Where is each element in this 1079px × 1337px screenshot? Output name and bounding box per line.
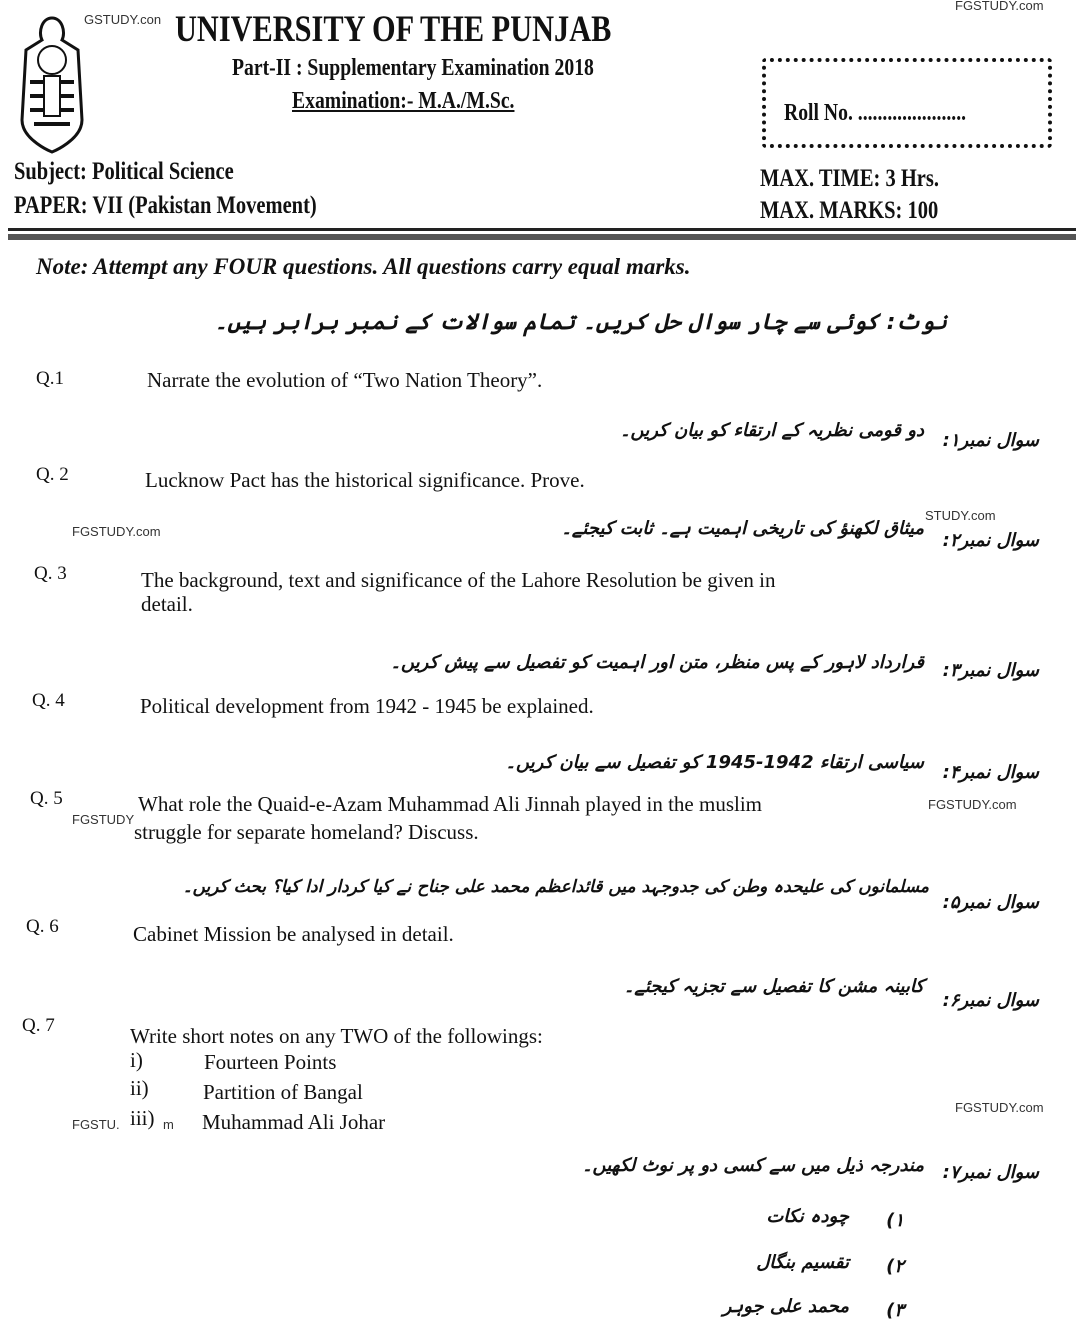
subject: Subject: Political Science — [14, 158, 234, 185]
paper: PAPER: VII (Pakistan Movement) — [14, 192, 317, 219]
urdu-question-label: سوال نمبر۶: — [942, 990, 1039, 1011]
university-title: UNIVERSITY OF THE PUNJAB — [175, 9, 612, 50]
note-english: Note: Attempt any FOUR questions. All questions carry equal marks. — [36, 254, 691, 279]
divider — [8, 234, 1076, 240]
max-marks: MAX. MARKS: 100 — [760, 197, 939, 224]
urdu-sub-item-number: ۳) — [886, 1300, 904, 1321]
sub-item-text: Fourteen Points — [204, 1050, 337, 1074]
urdu-question-text: کابینہ مشن کا تفصیل سے تجزیہ کیجئے۔ — [623, 976, 924, 997]
urdu-question-label: سوال نمبر۱: — [942, 430, 1039, 451]
urdu-question-text: دو قومی نظریہ کے ارتقاء کو بیان کریں۔ — [619, 420, 924, 441]
question-number: Q. 4 — [32, 690, 65, 711]
urdu-sub-item-text: محمد علی جوہر — [722, 1296, 849, 1317]
urdu-sub-item-text: تقسیم بنگال — [756, 1252, 849, 1273]
watermark: FGSTU. — [72, 1117, 120, 1132]
urdu-question-text: مسلمانوں کی علیحدہ وطن کی جدوجہد میں قائداعظم محمد علی جناح نے کیا کردار ادا کیا؟ بحث کریں۔ — [182, 877, 929, 897]
question-number: Q.1 — [36, 368, 64, 389]
question-text: The background, text and significance of the Lahore Resolution be given in — [141, 568, 776, 592]
urdu-sub-item-number: ۲) — [886, 1256, 904, 1277]
divider — [8, 228, 1076, 231]
question-text: Write short notes on any TWO of the followings: — [130, 1024, 543, 1048]
urdu-question-label: سوال نمبر۳: — [942, 660, 1039, 681]
watermark: FGSTUDY.com — [955, 0, 1044, 13]
question-number: Q. 6 — [26, 916, 59, 937]
urdu-question-text: سیاسی ارتقاء 1942-1945 کو تفصیل سے بیان کریں۔ — [505, 752, 924, 773]
question-number: Q. 5 — [30, 788, 63, 809]
question-number: Q. 2 — [36, 464, 69, 485]
urdu-question-label: سوال نمبر۴: — [942, 762, 1039, 783]
sub-item-text: Partition of Bangal — [203, 1080, 363, 1104]
question-text-continued: detail. — [141, 592, 193, 616]
note-urdu: نوٹ: کوئی سے چار سوال حل کریں۔ تمام سوالات کے نمبر برابر ہیں۔ — [214, 310, 947, 335]
watermark: FGSTUDY.com — [955, 1100, 1044, 1115]
urdu-question-text: قرارداد لاہور کے پس منظر، متن اور اہمیت کو تفصیل سے پیش کریں۔ — [390, 652, 924, 673]
university-crest-logo — [12, 10, 92, 155]
question-text: Political development from 1942 - 1945 be explained. — [140, 694, 594, 718]
question-text: Narrate the evolution of “Two Nation Theory”. — [147, 368, 543, 392]
watermark: m — [163, 1117, 174, 1132]
watermark: FGSTUDY.com — [928, 797, 1017, 812]
examination-level: Examination:- M.A./M.Sc. — [292, 88, 515, 114]
roll-number-label: Roll No. ...................... — [784, 100, 967, 126]
question-text-continued: struggle for separate homeland? Discuss. — [134, 820, 479, 844]
watermark: FGSTUDY — [72, 812, 135, 827]
urdu-sub-item-text: چودہ نکات — [766, 1206, 849, 1227]
watermark: FGSTUDY.com — [72, 524, 161, 539]
question-text: What role the Quaid-e-Azam Muhammad Ali Jinnah played in the muslim — [138, 792, 763, 816]
question-number: Q. 7 — [22, 1015, 55, 1036]
roll-number-box — [762, 58, 1052, 148]
urdu-sub-item-number: ۱) — [886, 1210, 904, 1231]
urdu-question-label: سوال نمبر۷: — [942, 1162, 1039, 1183]
question-text: Lucknow Pact has the historical significance. Prove. — [145, 468, 585, 492]
sub-item-number: i) — [130, 1048, 143, 1072]
max-time: MAX. TIME: 3 Hrs. — [760, 165, 939, 192]
urdu-question-text: مندرجہ ذیل میں سے کسی دو پر نوٹ لکھیں۔ — [581, 1155, 924, 1176]
question-text: Cabinet Mission be analysed in detail. — [133, 922, 454, 946]
watermark: STUDY.com — [925, 508, 996, 523]
exam-session: Part-II : Supplementary Examination 2018 — [232, 55, 594, 81]
urdu-question-label: سوال نمبر۲: — [942, 530, 1039, 551]
urdu-question-label: سوال نمبر۵: — [942, 892, 1039, 913]
sub-item-number: ii) — [130, 1076, 149, 1100]
urdu-question-text: میثاق لکھنؤ کی تاریخی اہمیت ہے۔ ثابت کیجئے۔ — [561, 518, 924, 539]
sub-item-number: iii) — [130, 1106, 155, 1130]
question-number: Q. 3 — [34, 563, 67, 584]
sub-item-text: Muhammad Ali Johar — [202, 1110, 386, 1134]
watermark: GSTUDY.con — [84, 12, 162, 27]
